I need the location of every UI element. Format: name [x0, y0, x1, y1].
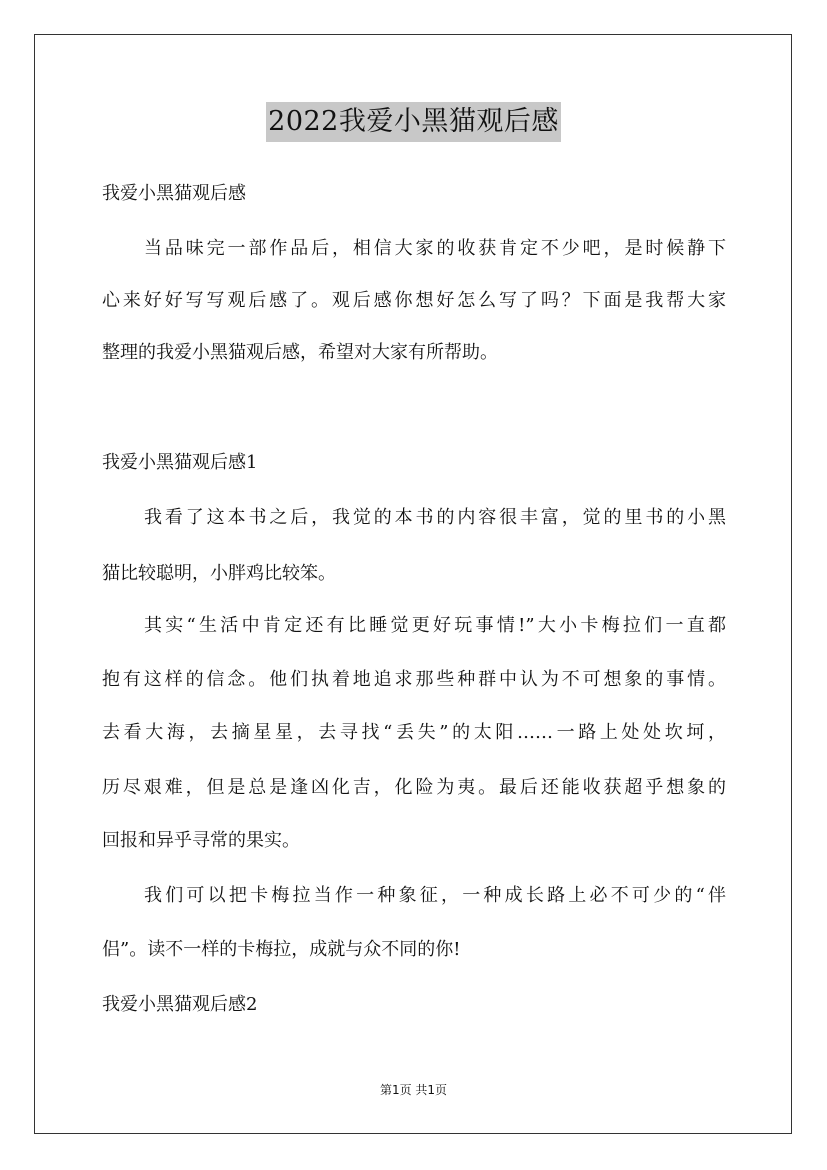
p1-line-2: 猫比较聪明，小胖鸡比较笨。 — [102, 563, 336, 584]
section-heading-2: 我爱小黑猫观后感2 — [102, 994, 258, 1015]
section-heading-1: 我爱小黑猫观后感1 — [102, 452, 258, 473]
intro-line-1: 当品味完一部作品后，相信大家的收获肯定不少吧，是时候静下 — [144, 238, 726, 259]
p2-line-4: 历尽艰难，但是总是逢凶化吉，化险为夷。最后还能收获超乎想象的 — [102, 777, 726, 798]
page-number-footer: 第1页 共1页 — [379, 1083, 448, 1097]
p3-line-1: 我们可以把卡梅拉当作一种象征，一种成长路上必不可少的“伴 — [144, 885, 726, 906]
p2-line-1: 其实“生活中肯定还有比睡觉更好玩事情!”大小卡梅拉们一直都 — [144, 615, 726, 636]
document-title: 2022我爱小黑猫观后感 — [266, 102, 561, 142]
intro-line-2: 心来好好写写观后感了。观后感你想好怎么写了吗？下面是我帮大家 — [102, 290, 726, 311]
intro-line-3: 整理的我爱小黑猫观后感，希望对大家有所帮助。 — [102, 342, 498, 363]
title-container — [0, 102, 827, 142]
p2-line-3: 去看大海，去摘星星，去寻找“丢失”的太阳……一路上处处坎坷， — [102, 722, 726, 743]
intro-heading: 我爱小黑猫观后感 — [102, 183, 246, 204]
p3-line-2: 侣”。读不一样的卡梅拉，成就与众不同的你! — [102, 939, 461, 960]
p2-line-5: 回报和异乎寻常的果实。 — [102, 830, 300, 851]
p2-line-2: 抱有这样的信念。他们执着地追求那些种群中认为不可想象的事情。 — [102, 669, 726, 690]
p1-line-1: 我看了这本书之后，我觉的本书的内容很丰富，觉的里书的小黑 — [144, 507, 726, 528]
